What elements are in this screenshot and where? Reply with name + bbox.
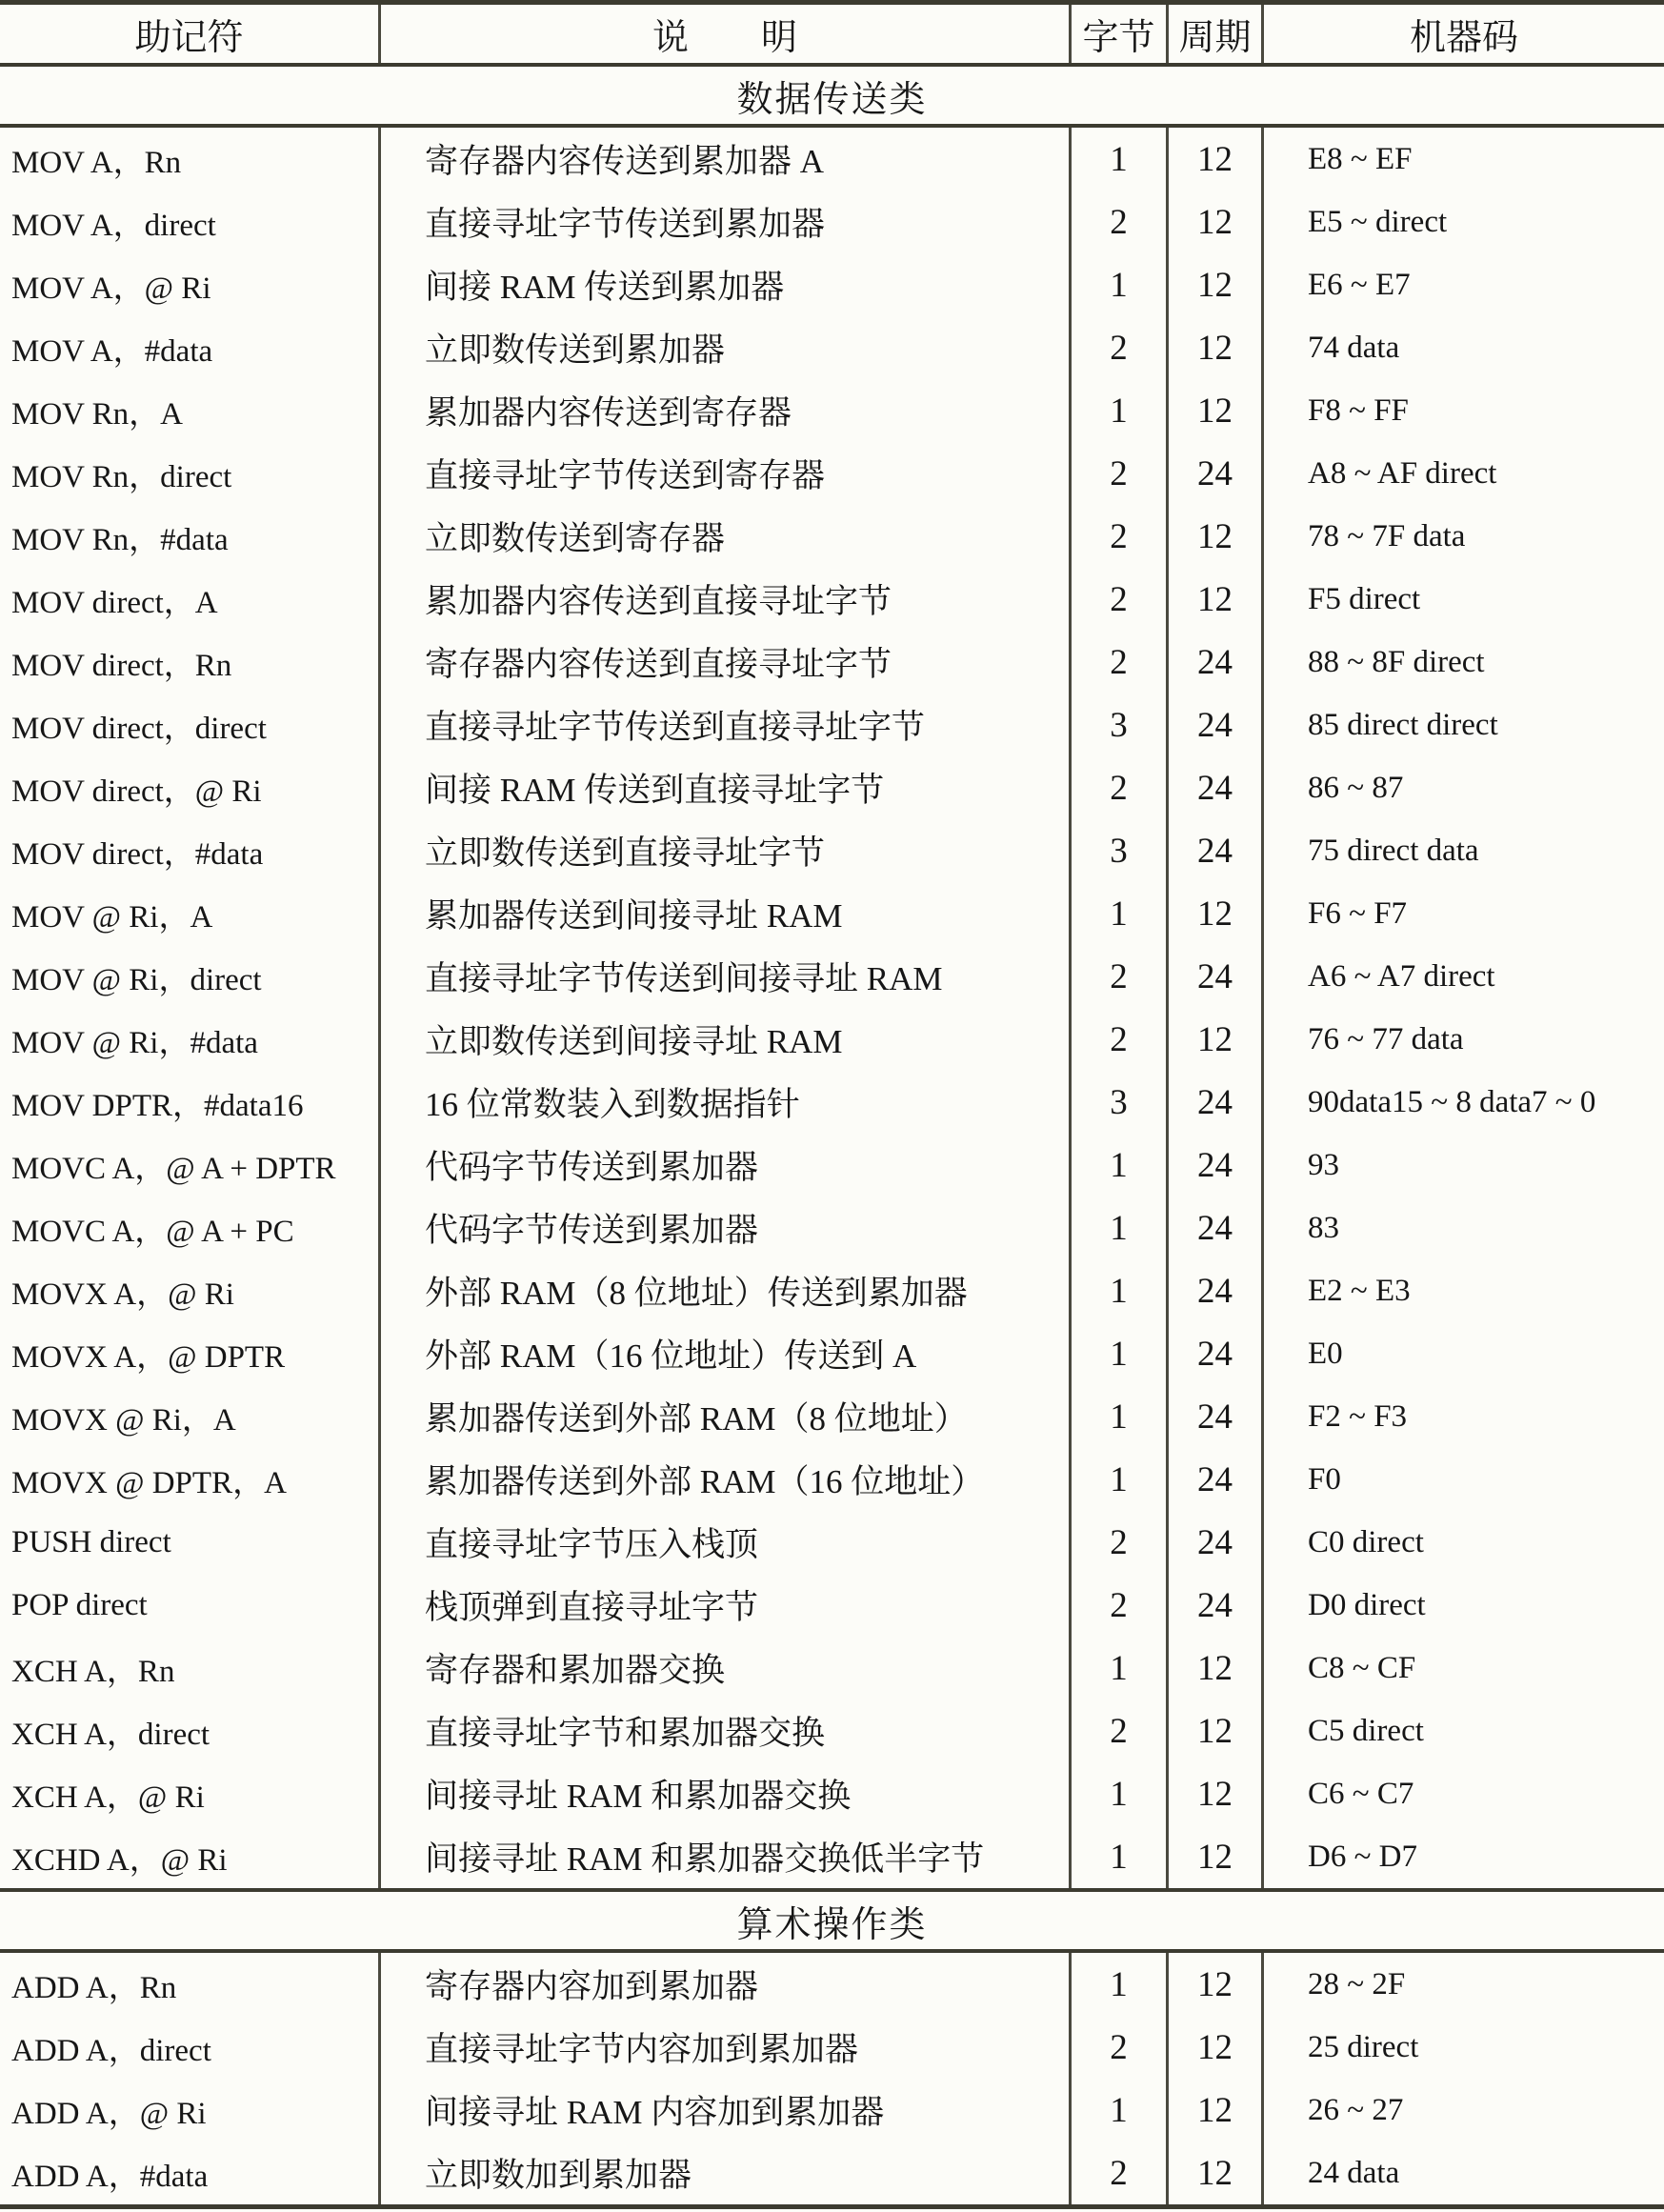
mnemonic-cell: XCH A，direct (0, 1699, 381, 1762)
bytes-cell: 3 (1072, 694, 1169, 756)
table-row (0, 128, 1664, 191)
cycles-cell: 24 (1169, 945, 1264, 1008)
mnemonic-cell: MOVX A，@ Ri (0, 1259, 381, 1322)
mnemonic-cell: ADD A，#data (0, 2142, 381, 2204)
cycles-cell: 12 (1169, 1762, 1264, 1825)
description-cell: 栈顶弹到直接寻址字节 (381, 1574, 1072, 1637)
machine-code-cell: F5 direct (1308, 581, 1421, 616)
description-cell: 代码字节传送到累加器 (381, 1134, 1072, 1196)
section-title: 数据传送类 (736, 79, 928, 120)
description-cell: 累加器内容传送到寄存器 (381, 379, 1072, 442)
machine-code-cell: D6 ~ D7 (1308, 1839, 1418, 1874)
table-row (0, 2079, 1664, 2142)
bytes-cell: 1 (1072, 128, 1169, 191)
bytes-cell: 2 (1072, 2142, 1169, 2204)
mnemonic-cell: MOVX @ DPTR，A (0, 1448, 381, 1511)
description-cell: 间接 RAM 传送到直接寻址字节 (381, 756, 1072, 819)
description-cell: 直接寻址字节传送到间接寻址 RAM (381, 945, 1072, 1008)
bytes-cell: 1 (1072, 1196, 1169, 1259)
bytes-cell: 1 (1072, 2079, 1169, 2142)
description-cell: 直接寻址字节内容加到累加器 (381, 2016, 1072, 2079)
bytes-cell: 2 (1072, 756, 1169, 819)
mnemonic-cell: XCH A，@ Ri (0, 1762, 381, 1825)
cycles-cell: 12 (1169, 316, 1264, 379)
machine-code-cell: C8 ~ CF (1308, 1650, 1416, 1685)
cycles-cell: 12 (1169, 1699, 1264, 1762)
table-row (0, 945, 1664, 1008)
machine-code-cell: F0 (1308, 1461, 1341, 1497)
description-cell: 立即数传送到间接寻址 RAM (381, 1008, 1072, 1071)
section-title-row (0, 1892, 1664, 1949)
table-row (0, 756, 1664, 819)
description-cell: 累加器传送到外部 RAM（8 位地址） (381, 1385, 1072, 1448)
bytes-cell: 2 (1072, 945, 1169, 1008)
mnemonic-cell: MOV DPTR，#data16 (0, 1071, 381, 1134)
cycles-cell: 12 (1169, 505, 1264, 568)
cycles-cell: 12 (1169, 1953, 1264, 2016)
cycles-cell: 24 (1169, 1071, 1264, 1134)
machine-code-cell: 90data15 ~ 8 data7 ~ 0 (1308, 1084, 1596, 1119)
cycles-cell: 24 (1169, 442, 1264, 505)
mnemonic-cell: MOV Rn，#data (0, 505, 381, 568)
machine-code-cell: 78 ~ 7F data (1308, 518, 1466, 553)
description-cell: 直接寻址字节压入栈顶 (381, 1511, 1072, 1574)
table-row (0, 1196, 1664, 1259)
bytes-cell: 1 (1072, 1762, 1169, 1825)
description-cell: 寄存器内容传送到累加器 A (381, 128, 1072, 191)
table-body (0, 67, 1664, 2204)
description-cell: 立即数传送到寄存器 (381, 505, 1072, 568)
table-row (0, 379, 1664, 442)
bytes-cell: 1 (1072, 1385, 1169, 1448)
table-row (0, 1762, 1664, 1825)
cycles-cell: 24 (1169, 631, 1264, 694)
bytes-cell: 1 (1072, 1134, 1169, 1196)
description-cell: 立即数加到累加器 (381, 2142, 1072, 2204)
cycles-cell: 24 (1169, 1385, 1264, 1448)
description-cell: 间接 RAM 传送到累加器 (381, 253, 1072, 316)
bytes-cell: 1 (1072, 253, 1169, 316)
mnemonic-cell: POP direct (0, 1574, 381, 1637)
mnemonic-cell: MOVC A，@ A + PC (0, 1196, 381, 1259)
description-cell: 16 位常数装入到数据指针 (381, 1071, 1072, 1134)
machine-code-cell: 86 ~ 87 (1308, 770, 1404, 805)
mnemonic-cell: MOV A，Rn (0, 128, 381, 191)
description-cell: 直接寻址字节传送到累加器 (381, 191, 1072, 253)
description-cell: 立即数传送到累加器 (381, 316, 1072, 379)
machine-code-cell: 75 direct data (1308, 833, 1479, 868)
cycles-cell: 12 (1169, 1637, 1264, 1699)
machine-code-cell: C0 direct (1308, 1524, 1424, 1559)
cycles-cell: 24 (1169, 1322, 1264, 1385)
table-row (0, 568, 1664, 631)
table-row (0, 1322, 1664, 1385)
bytes-cell: 2 (1072, 442, 1169, 505)
bytes-cell: 1 (1072, 1953, 1169, 2016)
table-row (0, 631, 1664, 694)
table-row (0, 1511, 1664, 1574)
mnemonic-cell: MOVX @ Ri，A (0, 1385, 381, 1448)
machine-code-cell: 26 ~ 27 (1308, 2092, 1404, 2127)
table-bottom-border (0, 2204, 1664, 2209)
bytes-cell: 1 (1072, 1259, 1169, 1322)
table-row (0, 2016, 1664, 2079)
cycles-cell: 12 (1169, 1008, 1264, 1071)
cycles-cell: 12 (1169, 253, 1264, 316)
machine-code-cell: A6 ~ A7 direct (1308, 958, 1495, 994)
bytes-cell: 1 (1072, 882, 1169, 945)
machine-code-cell: 25 direct (1308, 2029, 1419, 2064)
table-row (0, 882, 1664, 945)
cycles-cell: 12 (1169, 2016, 1264, 2079)
table-row (0, 505, 1664, 568)
table-row (0, 442, 1664, 505)
section-title: 算术操作类 (736, 1904, 928, 1945)
cycles-cell: 24 (1169, 819, 1264, 882)
description-cell: 立即数传送到直接寻址字节 (381, 819, 1072, 882)
mnemonic-cell: XCHD A，@ Ri (0, 1825, 381, 1888)
mnemonic-cell: MOV direct，A (0, 568, 381, 631)
bytes-cell: 1 (1072, 1637, 1169, 1699)
col-header-bytes: 字节 (1072, 5, 1169, 63)
mnemonic-cell: MOVC A，@ A + DPTR (0, 1134, 381, 1196)
machine-code-cell: C6 ~ C7 (1308, 1776, 1414, 1811)
machine-code-cell: E6 ~ E7 (1308, 267, 1411, 302)
mnemonic-cell: MOV direct，Rn (0, 631, 381, 694)
col-header-mnemonic: 助记符 (0, 5, 381, 63)
table-row (0, 1953, 1664, 2016)
mnemonic-cell: MOV @ Ri，#data (0, 1008, 381, 1071)
bytes-cell: 2 (1072, 505, 1169, 568)
description-cell: 累加器传送到间接寻址 RAM (381, 882, 1072, 945)
machine-code-cell: E0 (1308, 1336, 1343, 1371)
table-header-row (0, 5, 1664, 63)
description-cell: 间接寻址 RAM 和累加器交换低半字节 (381, 1825, 1072, 1888)
mnemonic-cell: MOV A，@ Ri (0, 253, 381, 316)
table-row (0, 316, 1664, 379)
description-cell: 寄存器内容传送到直接寻址字节 (381, 631, 1072, 694)
machine-code-cell: F2 ~ F3 (1308, 1398, 1408, 1434)
description-cell: 直接寻址字节传送到直接寻址字节 (381, 694, 1072, 756)
mnemonic-cell: MOV @ Ri，A (0, 882, 381, 945)
description-cell: 间接寻址 RAM 和累加器交换 (381, 1762, 1072, 1825)
machine-code-cell: 74 data (1308, 330, 1400, 365)
machine-code-cell: 76 ~ 77 data (1308, 1021, 1464, 1056)
cycles-cell: 12 (1169, 379, 1264, 442)
table-row (0, 1637, 1664, 1699)
cycles-cell: 24 (1169, 1574, 1264, 1637)
cycles-cell: 24 (1169, 1448, 1264, 1511)
bytes-cell: 2 (1072, 1511, 1169, 1574)
mnemonic-cell: MOV direct，@ Ri (0, 756, 381, 819)
cycles-cell: 24 (1169, 756, 1264, 819)
table-row (0, 1825, 1664, 1888)
bytes-cell: 1 (1072, 1322, 1169, 1385)
cycles-cell: 12 (1169, 882, 1264, 945)
machine-code-cell: C5 direct (1308, 1713, 1424, 1748)
cycles-cell: 24 (1169, 1259, 1264, 1322)
mnemonic-cell: ADD A，direct (0, 2016, 381, 2079)
mnemonic-cell: PUSH direct (0, 1511, 381, 1574)
description-cell: 直接寻址字节和累加器交换 (381, 1699, 1072, 1762)
machine-code-cell: D0 direct (1308, 1587, 1426, 1622)
cycles-cell: 24 (1169, 1511, 1264, 1574)
table-row (0, 1699, 1664, 1762)
bytes-cell: 2 (1072, 1699, 1169, 1762)
description-cell: 累加器内容传送到直接寻址字节 (381, 568, 1072, 631)
section-title-row (0, 67, 1664, 124)
table-row (0, 253, 1664, 316)
mnemonic-cell: ADD A，Rn (0, 1953, 381, 2016)
description-cell: 代码字节传送到累加器 (381, 1196, 1072, 1259)
mnemonic-cell: ADD A，@ Ri (0, 2079, 381, 2142)
machine-code-cell: 88 ~ 8F direct (1308, 644, 1485, 679)
description-cell: 寄存器和累加器交换 (381, 1637, 1072, 1699)
mnemonic-cell: MOV Rn，direct (0, 442, 381, 505)
table-row (0, 1008, 1664, 1071)
bytes-cell: 2 (1072, 1574, 1169, 1637)
col-header-machine-code: 机器码 (1409, 18, 1518, 58)
mnemonic-cell: MOV A，#data (0, 316, 381, 379)
cycles-cell: 12 (1169, 568, 1264, 631)
cycles-cell: 24 (1169, 694, 1264, 756)
machine-code-cell: E8 ~ EF (1308, 141, 1413, 176)
description-cell: 直接寻址字节传送到寄存器 (381, 442, 1072, 505)
table-row (0, 1385, 1664, 1448)
mnemonic-cell: MOV direct，#data (0, 819, 381, 882)
table-row (0, 1071, 1664, 1134)
machine-code-cell: F6 ~ F7 (1308, 895, 1408, 931)
mnemonic-cell: MOV @ Ri，direct (0, 945, 381, 1008)
col-header-description: 说 明 (381, 5, 1072, 63)
machine-code-cell: E2 ~ E3 (1308, 1273, 1411, 1308)
machine-code-cell: 28 ~ 2F (1308, 1966, 1406, 2001)
machine-code-cell: 24 data (1308, 2155, 1400, 2190)
description-cell: 间接寻址 RAM 内容加到累加器 (381, 2079, 1072, 2142)
cycles-cell: 12 (1169, 2079, 1264, 2142)
bytes-cell: 2 (1072, 568, 1169, 631)
table-row (0, 1574, 1664, 1637)
machine-code-cell: 93 (1308, 1147, 1339, 1182)
description-cell: 外部 RAM（16 位地址）传送到 A (381, 1322, 1072, 1385)
bytes-cell: 1 (1072, 1825, 1169, 1888)
machine-code-cell: F8 ~ FF (1308, 392, 1409, 428)
bytes-cell: 2 (1072, 2016, 1169, 2079)
bytes-cell: 1 (1072, 1448, 1169, 1511)
table-row (0, 819, 1664, 882)
bytes-cell: 1 (1072, 379, 1169, 442)
cycles-cell: 24 (1169, 1134, 1264, 1196)
bytes-cell: 3 (1072, 819, 1169, 882)
description-cell: 累加器传送到外部 RAM（16 位地址） (381, 1448, 1072, 1511)
description-cell: 外部 RAM（8 位地址）传送到累加器 (381, 1259, 1072, 1322)
machine-code-cell: 85 direct direct (1308, 707, 1498, 742)
machine-code-cell: A8 ~ AF direct (1308, 455, 1497, 491)
table-row (0, 2142, 1664, 2204)
table-row (0, 1448, 1664, 1511)
mnemonic-cell: XCH A，Rn (0, 1637, 381, 1699)
table-row (0, 1259, 1664, 1322)
cycles-cell: 12 (1169, 191, 1264, 253)
table-row (0, 694, 1664, 756)
description-cell: 寄存器内容加到累加器 (381, 1953, 1072, 2016)
cycles-cell: 12 (1169, 128, 1264, 191)
cycles-cell: 24 (1169, 1196, 1264, 1259)
mnemonic-cell: MOVX A，@ DPTR (0, 1322, 381, 1385)
mnemonic-cell: MOV direct，direct (0, 694, 381, 756)
bytes-cell: 2 (1072, 316, 1169, 379)
col-header-cycles: 周期 (1169, 5, 1264, 63)
bytes-cell: 3 (1072, 1071, 1169, 1134)
machine-code-cell: E5 ~ direct (1308, 204, 1448, 239)
mnemonic-cell: MOV A，direct (0, 191, 381, 253)
machine-code-cell: 83 (1308, 1210, 1339, 1245)
table-row (0, 191, 1664, 253)
table-row (0, 1134, 1664, 1196)
bytes-cell: 2 (1072, 1008, 1169, 1071)
mnemonic-cell: MOV Rn，A (0, 379, 381, 442)
cycles-cell: 12 (1169, 2142, 1264, 2204)
bytes-cell: 2 (1072, 631, 1169, 694)
cycles-cell: 12 (1169, 1825, 1264, 1888)
bytes-cell: 2 (1072, 191, 1169, 253)
